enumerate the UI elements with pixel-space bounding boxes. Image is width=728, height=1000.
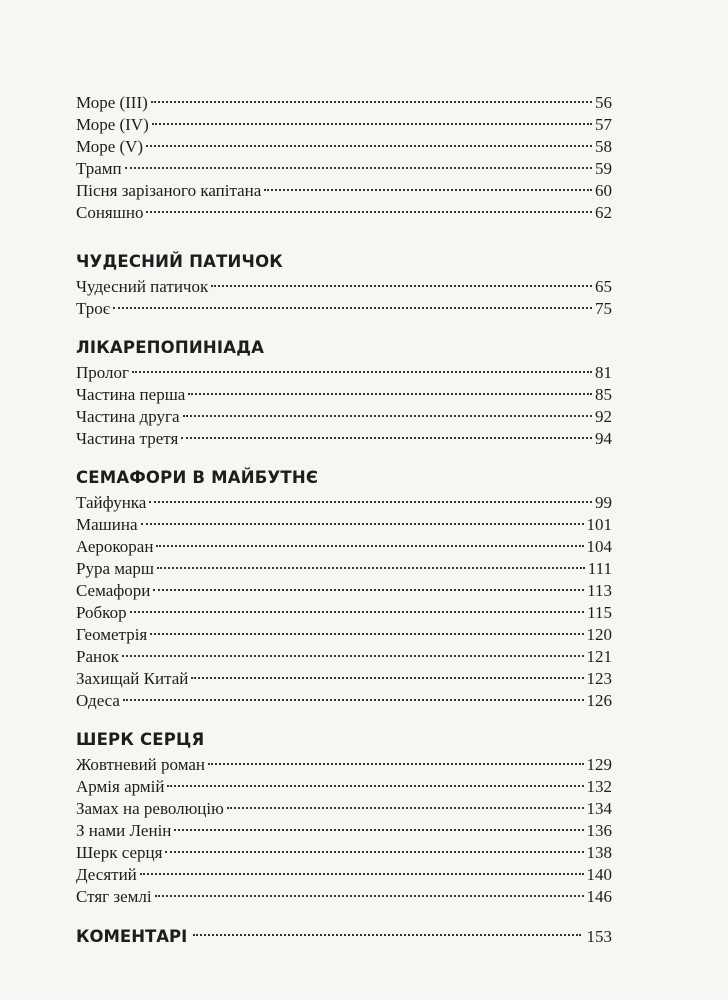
toc-section [76,464,612,712]
toc-entry [76,842,612,864]
toc-entry [76,384,612,406]
entry-page: 58 [595,137,612,156]
section-heading: ЛІКАРЕПОПИНІАДА [76,338,265,357]
dot-leader [188,393,592,395]
toc-entry [76,646,612,668]
section-heading: ЧУДЕСНИЙ ПАТИЧОК [76,252,283,271]
entry-title: Семафори [76,581,151,600]
dot-leader [165,851,583,853]
dot-leader [157,567,585,569]
dot-leader [146,211,592,213]
entry-title: Море (V) [76,137,144,156]
entry-page: 62 [595,203,612,222]
dot-leader [122,655,584,657]
entry-page: 101 [586,515,612,534]
entry-title: Жовтневий роман [76,755,205,774]
dot-leader [149,501,592,503]
toc-entry [76,754,612,776]
toc-section [76,334,612,450]
entry-page: 138 [586,843,612,862]
toc-final-entry [76,922,612,952]
dot-leader [141,523,584,525]
dot-leader [183,415,592,417]
entry-title: Чудесний патичок [76,277,209,296]
entry-title: З нами Ленін [76,821,172,840]
entry-page: 153 [586,927,612,946]
entry-page: 120 [586,625,612,644]
entry-title: Море (IV) [76,115,149,134]
entry-title: Трамп [76,159,122,178]
entry-title: Машина [76,515,138,534]
entry-title: Десятий [76,865,137,884]
dot-leader [264,189,592,191]
entry-page: 60 [595,181,612,200]
entry-page: 75 [595,299,612,318]
toc-entry [76,558,612,580]
dot-leader [150,633,583,635]
entry-page: 123 [586,669,612,688]
entry-page: 115 [587,603,612,622]
entry-page: 146 [586,887,612,906]
toc-entry [76,624,612,646]
toc-entry [76,362,612,384]
toc-entry [76,776,612,798]
entry-title: Пролог [76,363,130,382]
entry-page: 81 [595,363,612,382]
toc-entry [76,158,612,180]
entry-page: 56 [595,93,612,112]
section-heading: СЕМАФОРИ В МАЙБУТНЄ [76,468,319,487]
toc-entry [76,276,612,298]
entry-title: Шерк серця [76,843,163,862]
toc-entry [76,514,612,536]
entry-page: 65 [595,277,612,296]
dot-leader [167,785,583,787]
entry-title: Пісня зарізаного капітана [76,181,262,200]
toc-entry [76,406,612,428]
entry-title: Аерокоран [76,537,154,556]
entry-title: Частина перша [76,385,186,404]
table-of-contents [76,92,612,952]
toc-entry [76,536,612,558]
dot-leader [193,934,580,936]
dot-leader [140,873,584,875]
dot-leader [227,807,584,809]
entry-title: Ранок [76,647,119,666]
entry-title: Захищай Китай [76,669,189,688]
toc-entry [76,864,612,886]
dot-leader [113,307,592,309]
toc-entry [76,886,612,908]
entry-title: Стяг землі [76,887,152,906]
toc-entry [76,92,612,114]
entry-page: 59 [595,159,612,178]
toc-entry [76,668,612,690]
entry-title: Одеса [76,691,120,710]
entry-page: 99 [595,493,612,512]
toc-section [76,248,612,320]
entry-page: 92 [595,407,612,426]
toc-entry [76,136,612,158]
entry-title: Тайфунка [76,493,147,512]
toc-entry [76,180,612,202]
entry-title: Геометрія [76,625,148,644]
entry-page: 57 [595,115,612,134]
toc-entry [76,798,612,820]
entry-title: Рура марш [76,559,155,578]
entry-title: Замах на революцію [76,799,224,818]
toc-entry [76,690,612,712]
toc-entry [76,580,612,602]
dot-leader [146,145,592,147]
dot-leader [152,123,592,125]
toc-entry [76,298,612,320]
dot-leader [153,589,584,591]
entry-title: Армія армій [76,777,165,796]
dot-leader [174,829,583,831]
entry-page: 136 [586,821,612,840]
entry-page: 129 [586,755,612,774]
entry-title: Частина друга [76,407,180,426]
dot-leader [191,677,583,679]
entry-page: 134 [586,799,612,818]
toc-entry [76,820,612,842]
dot-leader [125,167,592,169]
entry-page: 94 [595,429,612,448]
entry-page: 132 [586,777,612,796]
dot-leader [156,545,583,547]
toc-entry [76,114,612,136]
dot-leader [181,437,592,439]
toc-entry [76,428,612,450]
dot-leader [132,371,592,373]
dot-leader [123,699,584,701]
entry-page: 126 [586,691,612,710]
entry-page: 111 [587,559,612,578]
toc-entry [76,602,612,624]
dot-leader [130,611,585,613]
dot-leader [155,895,584,897]
entry-title: Троє [76,299,111,318]
dot-leader [208,763,584,765]
toc-continued [76,92,612,224]
dot-leader [211,285,592,287]
entry-title: Частина третя [76,429,179,448]
entry-page: 85 [595,385,612,404]
entry-page: 113 [587,581,612,600]
entry-title: Соняшно [76,203,144,222]
comments-title: КОМЕНТАРІ [76,927,188,946]
entry-title: Море (III) [76,93,148,112]
section-heading: ШЕРК СЕРЦЯ [76,730,205,749]
entry-page: 140 [586,865,612,884]
toc-section [76,726,612,908]
entry-page: 121 [586,647,612,666]
toc-entry [76,202,612,224]
dot-leader [151,101,592,103]
toc-entry [76,492,612,514]
entry-title: Робкор [76,603,127,622]
entry-page: 104 [586,537,612,556]
